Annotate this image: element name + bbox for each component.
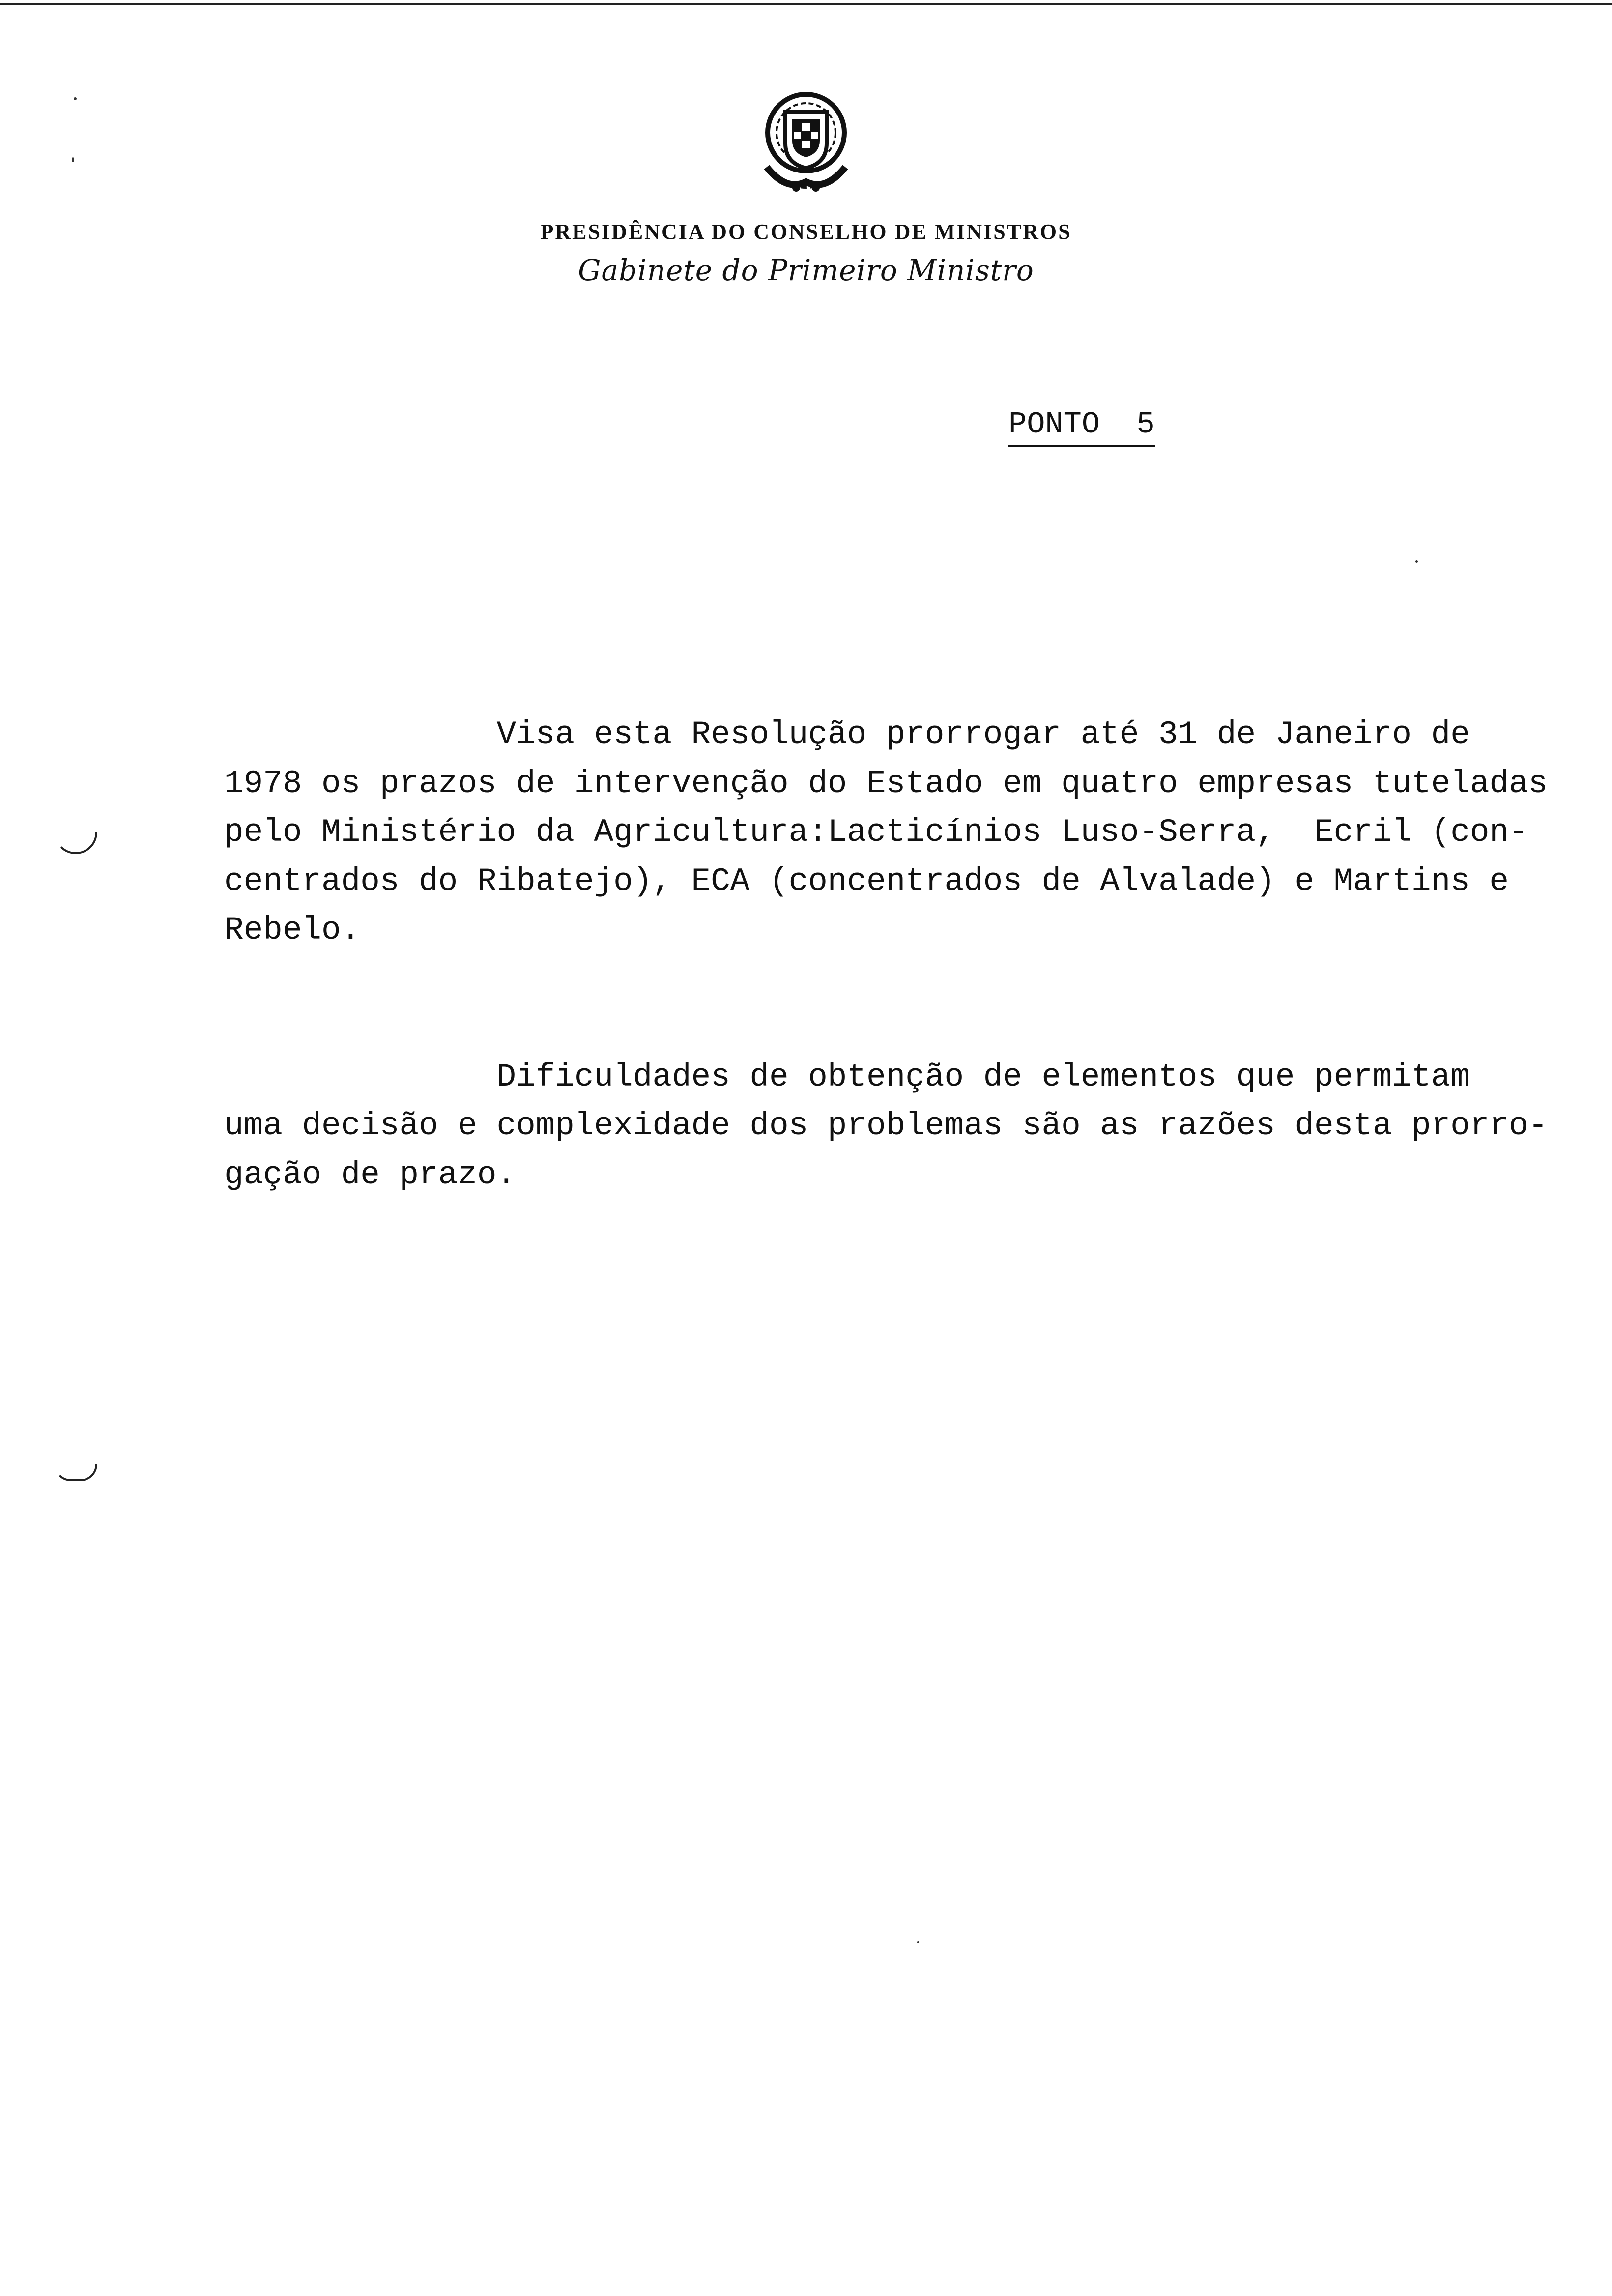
text-line: Rebelo.: [224, 912, 361, 948]
institution-header: PRESIDÊNCIA DO CONSELHO DE MINISTROS: [540, 220, 1072, 244]
hole-punch-mark: [54, 1464, 97, 1481]
text-line: Dificuldades de obtenção de elementos que permitam: [224, 1058, 1470, 1095]
office-subheader: Gabinete do Primeiro Ministro: [578, 254, 1034, 287]
top-border-line: [0, 3, 1612, 5]
text-line: centrados do Ribatejo), ECA (concentrados de Alvalade) e Martins e: [224, 862, 1509, 900]
scan-speck: [1415, 560, 1418, 563]
scan-speck: [917, 1941, 919, 1943]
text-line: uma decisão e complexidade dos problemas são as razões desta prorro-: [224, 1107, 1548, 1144]
text-line: pelo Ministério da Agricultura:Lacticínios Luso-Serra, Ecril (con-: [224, 814, 1528, 851]
paragraph-1: [224, 710, 1559, 955]
scan-speck: [72, 157, 74, 162]
coat-of-arms-icon: [747, 84, 865, 201]
text-line: gação de prazo.: [224, 1156, 517, 1193]
document-body: [224, 612, 1559, 1248]
scan-speck: [74, 97, 77, 100]
item-number-label: PONTO 5: [1008, 407, 1155, 447]
text-line: Visa esta Resolução prorrogar até 31 de Janeiro de: [224, 716, 1470, 753]
text-line: 1978 os prazos de intervenção do Estado em quatro empresas tuteladas: [224, 765, 1548, 802]
paragraph-2: [224, 1053, 1559, 1200]
hole-punch-mark: [54, 832, 97, 854]
